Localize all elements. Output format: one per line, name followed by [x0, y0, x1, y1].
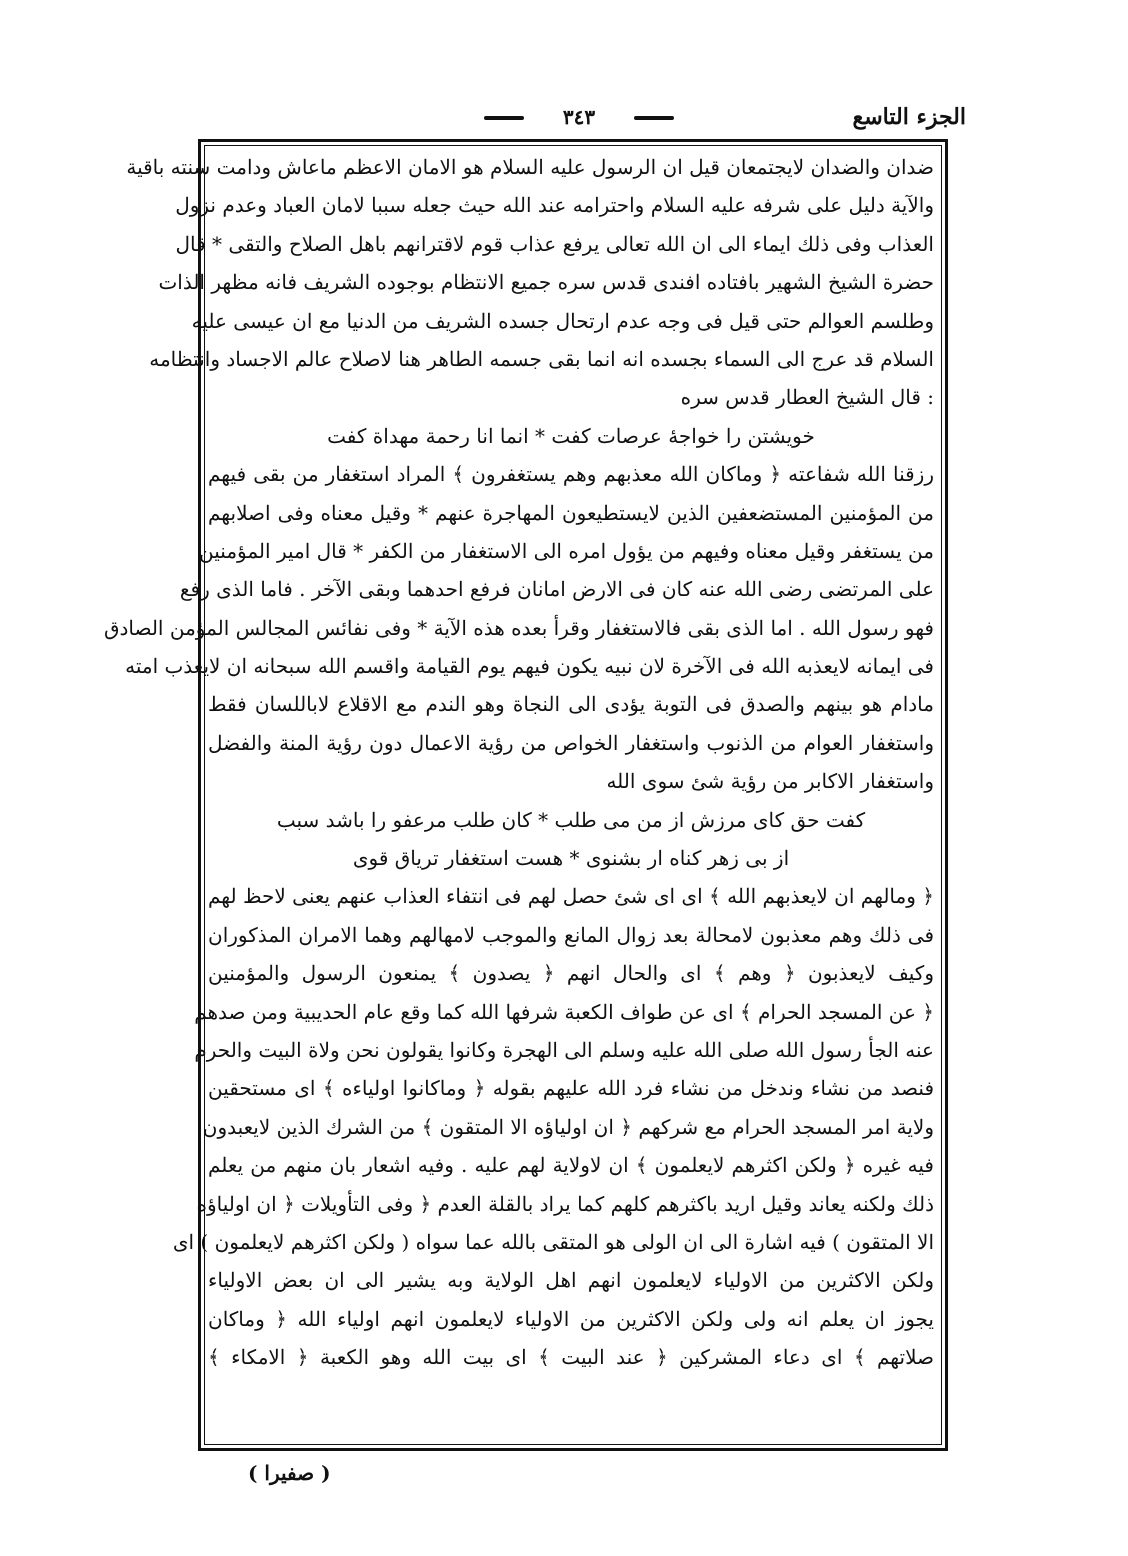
text-line: ﴿ عن المسجد الحرام ﴾ اى عن طواف الكعبة شرفها الله كما وقع عام الحديبية ومن صدهم [194, 999, 934, 1024]
text-line: مادام هو بينهم والصدق فى التوبة يؤدى الى النجاة وهو الندم مع الاقلاع لاباللسان فقط [208, 692, 934, 717]
volume-label: الجزء التاسع [852, 104, 966, 130]
text-line: العذاب وفى ذلك ايماء الى ان الله تعالى يرفع عذاب قوم لاقترانهم باهل الصلاح والتقى * قال [175, 231, 934, 256]
text-line: وطلسم العوالم حتى قيل فى وجه عدم ارتحال جسده الشريف من الدنيا مع ان عيسى عليه [191, 308, 934, 333]
text-line: الا المتقون ) فيه اشارة الى ان الولى هو المتقى بالله عما سواه ( ولكن اكثرهم لايعلمون ) اى [172, 1229, 934, 1254]
text-line: رزقنا الله شفاعته ﴿ وماكان الله معذبهم وهم يستغفرون ﴾ المراد استغفار من بقى فيهم [208, 462, 934, 487]
text-line: فنصد من نشاء وندخل من نشاء فرد الله عليهم بقوله ﴿ وماكانوا اولياءه ﴾ اى مستحقين [208, 1076, 935, 1101]
text-line: فهو رسول الله . اما الذى بقى فالاستغفار وقرأ بعده هذه الآية * وفى نفائس المجالس المؤمن الصادق [103, 615, 934, 640]
text-line: ذلك ولكنه يعاند وقيل اريد باكثرهم كلهم كما يراد بالقلة العدم ﴿ وفى التأويلات ﴿ ان اولياؤه [196, 1191, 934, 1216]
text-line: والآية دليل على شرفه عليه السلام واحترامه عند الله حيث جعله سببا لامان العباد وعدم نزول [175, 193, 934, 218]
verse-line: خويشتن را خواجهٔ عرصات كفت * انما انا رحمة مهداة كفت [327, 423, 815, 448]
text-line: من المؤمنين المستضعفين الذين لايستطيعون المهاجرة عنهم * وقيل معناه وفى اصلابهم [208, 500, 934, 525]
text-line: على المرتضى رضى الله عنه كان فى الارض امانان فرفع احدهما وبقى الآخر . فاما الذى رفع [179, 577, 934, 602]
page-number: ٣٤٣ [514, 102, 644, 132]
text-line: واستغفار الاكابر من رؤية شئ سوى الله [606, 769, 934, 794]
text-line: فى ذلك وهم معذبون لامحالة بعد زوال المانع والموجب لامهالهم وهما الامران المذكوران [208, 922, 934, 947]
text-line: صلاتهم ﴾ اى دعاء المشركين ﴿ عند البيت ﴾ اى بيت الله وهو الكعبة ﴿ الامكاء ﴾ [208, 1345, 934, 1370]
text-line: حضرة الشيخ الشهير بافتاده افندى قدس سره جميع الانتظام بوجوده الشريف فانه مظهر الذات [158, 270, 934, 295]
text-line: من يستغفر وقيل معناه وفيهم من يؤول امره الى الاستغفار من الكفر * قال امير المؤمنين [199, 538, 934, 563]
text-line: فيه غيره ﴿ ولكن اكثرهم لايعلمون ﴾ ان لاولاية لهم عليه . وفيه اشعار بان منهم من يعلم [208, 1153, 934, 1178]
text-line: السلام قد عرج الى السماء بجسده انه انما بقى جسمه الطاهر هنا لاصلاح عالم الاجساد وانتظامه [149, 346, 934, 371]
text-line: ولكن الاكثرين من الاولياء لايعلمون انهم اهل الولاية وبه يشير الى ان بعض الاولياء [208, 1268, 934, 1293]
text-line: ضدان والضدان لايجتمعان قيل ان الرسول عليه السلام هو الامان الاعظم ماعاش ودامت سنته باقية [126, 155, 934, 179]
text-line: واستغفار العوام من الذنوب واستغفار الخواص من رؤية الاعمال دون رؤية المنة والفضل [208, 730, 934, 755]
text-line: ولاية امر المسجد الحرام مع شركهم ﴿ ان اولياؤه الا المتقون ﴾ من الشرك الذين لايعبدون [202, 1114, 934, 1139]
page-header [196, 102, 966, 136]
main-text [103, 148, 935, 1377]
text-line: يجوز ان يعلم انه ولى ولكن الاكثرين من الاولياء لايعلمون انهم اولياء الله ﴿ وماكان [208, 1306, 934, 1331]
text-line: ﴿ ومالهم ان لايعذبهم الله ﴾ اى اى شئ حصل لهم فى انتفاء العذاب عنهم يعنى لاحظ لهم [208, 884, 934, 909]
verse-line: كفت حق كاى مرزش از من مى طلب * كان طلب مرعفو را باشد سبب [276, 807, 866, 832]
verse-line: از بى زهر كناه ار بشنوى * هست استغفار ترياق قوى [352, 846, 790, 871]
text-line: فى ايمانه لايعذبه الله فى الآخرة لان نبيه يكون فيهم يوم القيامة واقسم الله سبحانه ان لايعذب امته [125, 654, 934, 679]
text-line: وكيف لايعذبون ﴿ وهم ﴾ اى والحال انهم ﴿ يصدون ﴾ يمنعون الرسول والمؤمنين [208, 961, 934, 986]
text-line: : قال الشيخ العطار قدس سره [680, 385, 934, 410]
catchword: ( صفيرا ) [248, 1461, 331, 1485]
text-line: عنه الجأ رسول الله صلى الله عليه وسلم الى الهجرة وكانوا يقولون نحن ولاة البيت والحرم [194, 1037, 934, 1062]
